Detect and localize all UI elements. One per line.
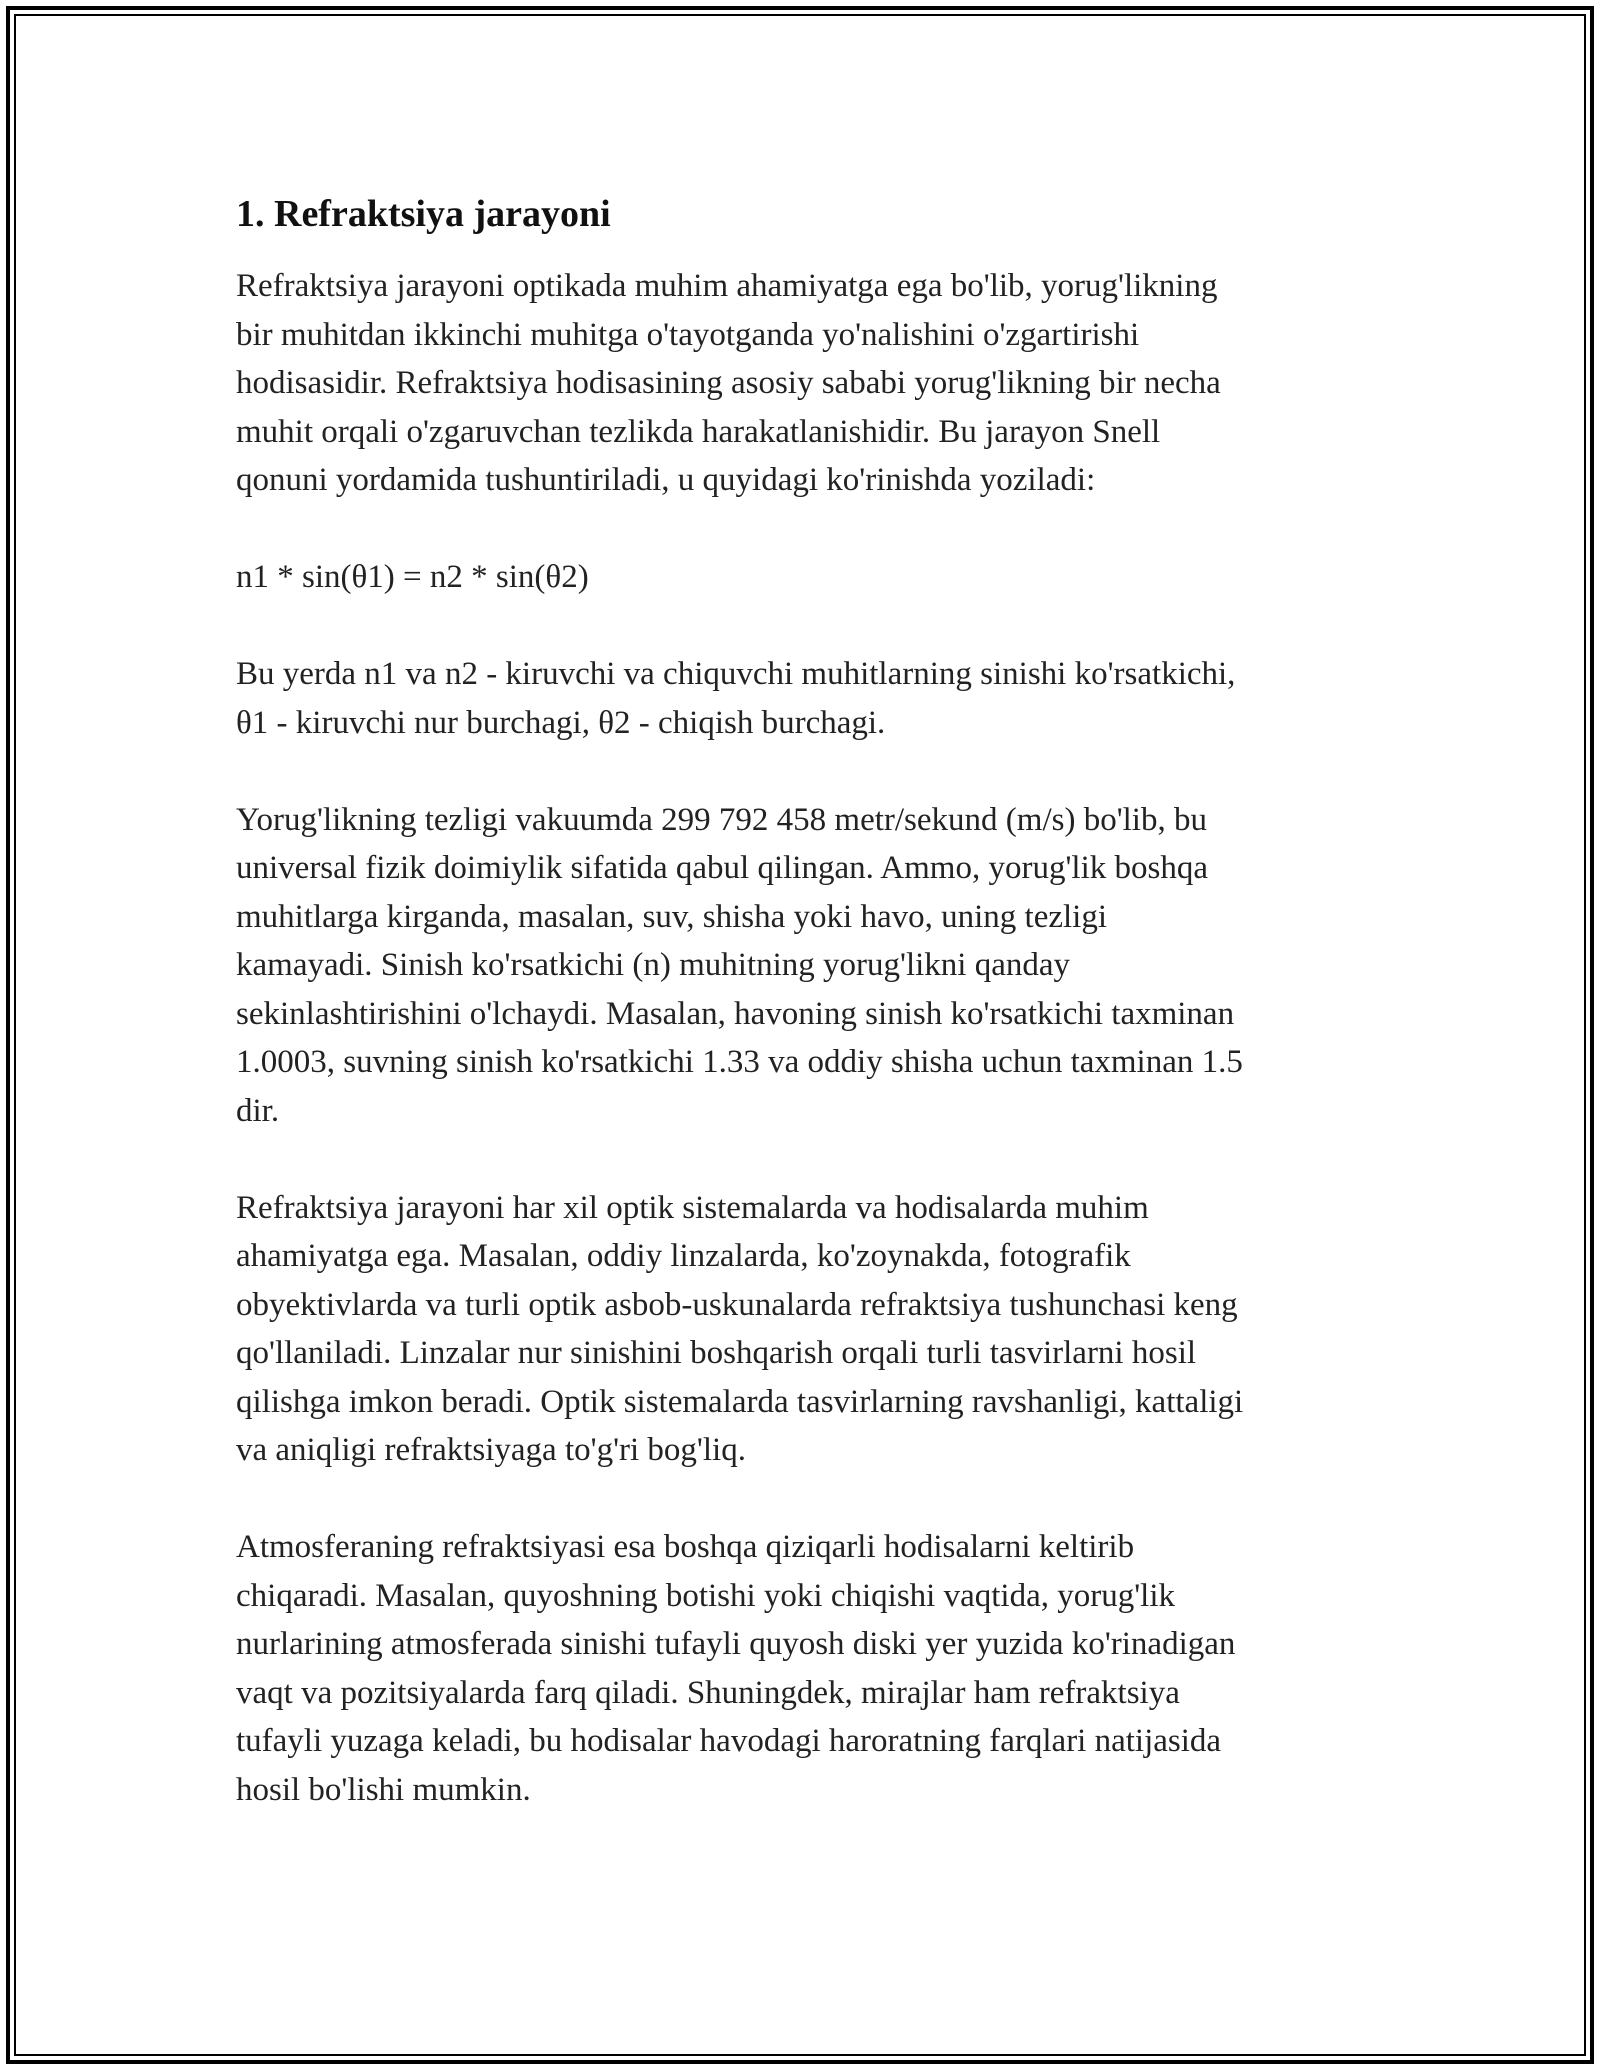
snell-formula: n1 * sin(θ1) = n2 * sin(θ2)	[236, 559, 589, 595]
paragraph-intro: Refraktsiya jarayoni optikada muhim ahamiyatga ega bo'lib, yorug'likning bir muhitdan ikkinchi muhitga o'tayotganda yo'nalishini o'zgartirishi hodisasidir. Refraktsiya hodisasining asosiy sababi yorug'likning bir necha muhit orqali o'zgaruvchan tezlikda harakatlanishidir. Bu jarayon Snell qonuni yordamida tushuntiriladi, u quyidagi ko'rinishda yoziladi:	[236, 268, 1221, 498]
paragraph-variables: Bu yerda n1 va n2 - kiruvchi va chiquvchi muhitlarning sinishi ko'rsatkichi, θ1 - kiruvchi nur burchagi, θ2 - chiqish burchagi.	[236, 656, 1236, 741]
document-body	[236, 186, 1366, 1863]
section-heading: 1. Refraktsiya jarayoni	[236, 193, 611, 235]
paragraph-atmospheric-refraction: Atmosferaning refraktsiyasi esa boshqa qiziqarli hodisalarni keltirib chiqaradi. Masalan, quyoshning botishi yoki chiqishi vaqtida, yorug'lik nurlarining atmosferada sinishi tufayli quyosh diski yer yuzida ko'rinadigan vaqt va pozitsiyalarda farq qiladi. Shuningdek, mirajlar ham refraktsiya tufayli yuzaga keladi, bu hodisalar havodagi haroratning farqlari natijasida hosil bo'lishi mumkin.	[236, 1529, 1236, 1808]
paragraph-speed-of-light: Yorug'likning tezligi vakuumda 299 792 458 metr/sekund (m/s) bo'lib, bu universal fizik doimiylik sifatida qabul qilingan. Ammo, yorug'lik boshqa muhitlarga kirganda, masalan, suv, shisha yoki havo, uning tezligi kamayadi. Sinish ko'rsatkichi (n) muhitning yorug'likni qanday sekinlashtirishini o'lchaydi. Masalan, havoning sinish ko'rsatkichi taxminan 1.0003, suvning sinish ko'rsatkichi 1.33 va oddiy shisha uchun taxminan 1.5 dir.	[236, 801, 1243, 1129]
paragraph-optical-systems: Refraktsiya jarayoni har xil optik sistemalarda va hodisalarda muhim ahamiyatga ega. Masalan, oddiy linzalarda, ko'zoynakda, fotografik obyektivlarda va turli optik asbob-uskunalarda refraktsiya tushunchasi keng qo'llaniladi. Linzalar nur sinishini boshqarish orqali turli tasvirlarni hosil qilishga imkon beradi. Optik sistemalarda tasvirlarning ravshanligi, kattaligi va aniqligi refraktsiyaga to'g'ri bog'liq.	[236, 1189, 1244, 1468]
